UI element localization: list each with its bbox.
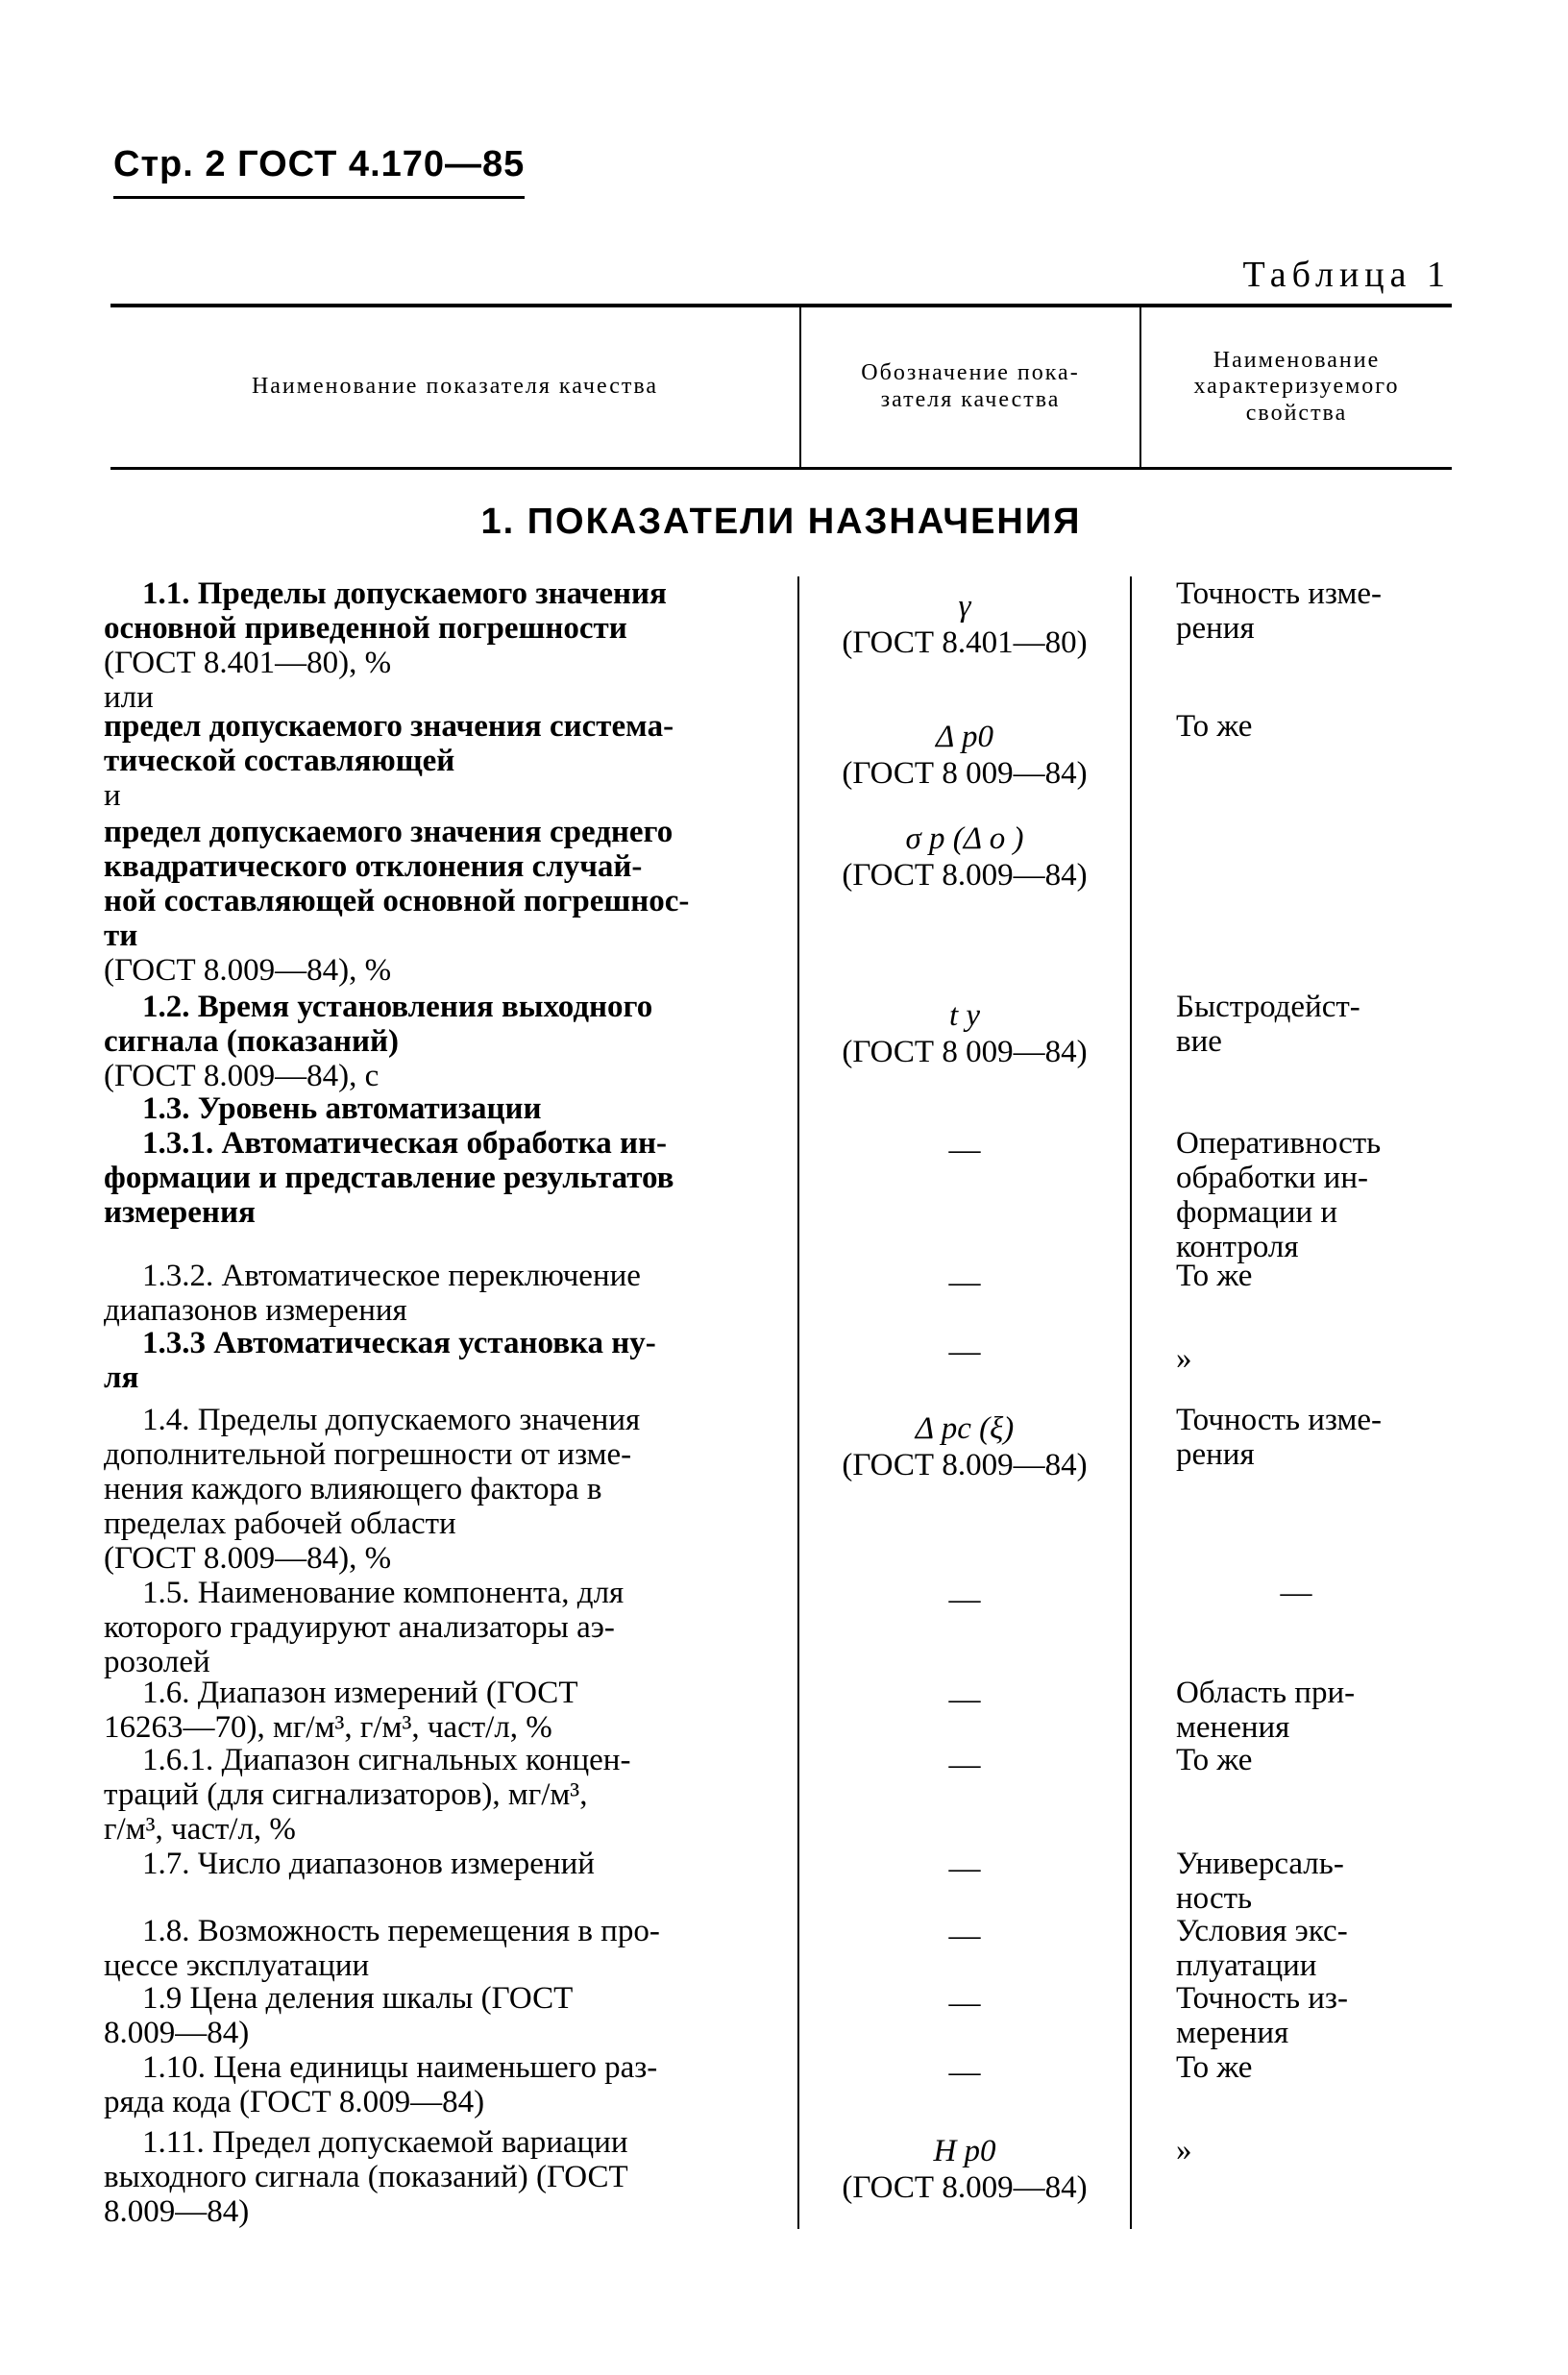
name-line: цессе эксплуатации xyxy=(104,1948,370,1983)
symbol-line: — xyxy=(948,1682,981,1717)
table-row-property xyxy=(1138,1126,1455,1264)
symbol-line: Δ рс (ξ) xyxy=(915,1411,1015,1446)
symbol-line: H р0 xyxy=(933,2134,996,2168)
name-line: выходного сигнала (показаний) (ГОСТ xyxy=(104,2160,628,2194)
table-row-name xyxy=(104,709,776,813)
name-line: основной приведенной погрешности xyxy=(104,611,627,646)
page-header: Стр. 2 ГОСТ 4.170—85 xyxy=(113,144,526,184)
table-row-name xyxy=(104,1126,776,1230)
property-line: контроля xyxy=(1176,1230,1299,1264)
table-row-symbol xyxy=(799,1334,1130,1370)
table-row-property xyxy=(1138,1676,1455,1745)
name-line: нения каждого влияющего фактора в xyxy=(104,1472,602,1506)
name-line: 1.5. Наименование компонента, для xyxy=(142,1576,625,1610)
table-row-property xyxy=(1138,709,1455,744)
table-row-symbol xyxy=(799,820,1130,894)
column-header-property-line: характеризуемого xyxy=(1193,374,1400,400)
symbol-line: — xyxy=(948,1265,981,1300)
symbol-line: (ГОСТ 8 009—84) xyxy=(842,1035,1088,1069)
symbol-line: γ xyxy=(958,589,971,624)
property-line: » xyxy=(1176,2133,1192,2167)
table-row-property xyxy=(1138,1914,1455,1983)
name-line: 16263—70), мг/м³, г/м³, част/л, % xyxy=(104,1710,552,1745)
property-line: То же xyxy=(1176,709,1253,744)
table-row-property xyxy=(1138,1743,1455,1777)
symbol-line: — xyxy=(948,1334,981,1369)
table-row-property xyxy=(1138,1981,1455,2050)
table-row-symbol xyxy=(799,1850,1130,1887)
symbol-line: — xyxy=(948,1919,981,1953)
property-line: обработки ин- xyxy=(1176,1161,1368,1195)
table-row-symbol xyxy=(799,1918,1130,1954)
name-line: ной составляющей основной погрешнос- xyxy=(104,884,690,918)
property-line: Область при- xyxy=(1176,1676,1356,1710)
name-line: (ГОСТ 8.009—84), % xyxy=(104,1541,392,1576)
table-row-property xyxy=(1138,576,1455,646)
name-line: 1.3.3 Автоматическая установка ну- xyxy=(142,1326,656,1360)
property-line: мерения xyxy=(1176,2016,1289,2050)
property-line: Условия экс- xyxy=(1176,1914,1348,1948)
name-line: траций (для сигнализаторов), мг/м³, xyxy=(104,1777,588,1812)
symbol-line: (ГОСТ 8.401—80) xyxy=(842,625,1088,660)
table-row-name xyxy=(104,576,776,715)
name-line: 1.1. Пределы допускаемого значения xyxy=(142,576,667,611)
property-line: То же xyxy=(1176,2050,1253,2085)
table-row-name xyxy=(104,1847,776,1881)
column-header-symbol-line: Обозначение пока- xyxy=(861,360,1080,386)
name-line: 1.7. Число диапазонов измерений xyxy=(142,1847,595,1881)
symbol-line: — xyxy=(948,1851,981,1886)
table-row-name xyxy=(104,1259,776,1328)
name-line: предел допускаемого значения среднего xyxy=(104,815,674,849)
name-line: 1.6. Диапазон измерений (ГОСТ xyxy=(142,1676,578,1710)
name-line: которого градуируют анализаторы аэ- xyxy=(104,1610,615,1645)
symbol-line: — xyxy=(948,1133,981,1167)
property-line: То же xyxy=(1176,1743,1253,1777)
property-line: Универсаль- xyxy=(1176,1847,1344,1881)
name-line: 1.3. Уровень автоматизации xyxy=(142,1091,542,1126)
table-row-property xyxy=(1138,2133,1455,2167)
name-line: ля xyxy=(104,1360,139,1395)
name-line: (ГОСТ 8.009—84), % xyxy=(104,953,392,988)
name-line: 1.11. Предел допускаемой вариации xyxy=(142,2125,628,2160)
name-line: тической составляющей xyxy=(104,744,455,778)
symbol-line: — xyxy=(948,1748,981,1782)
name-line: розолей xyxy=(104,1645,210,1679)
name-line: ряда кода (ГОСТ 8.009—84) xyxy=(104,2085,485,2119)
symbol-line: (ГОСТ 8.009—84) xyxy=(842,858,1088,893)
table-row-name xyxy=(104,1091,776,1126)
table-row-name xyxy=(104,1743,776,1847)
name-line: ти xyxy=(104,918,138,953)
table-row-symbol xyxy=(799,1132,1130,1168)
table-row-property xyxy=(1138,1576,1455,1610)
table-row-name xyxy=(104,2050,776,2119)
column-header-property-line: свойства xyxy=(1245,400,1348,426)
name-line: 1.3.1. Автоматическая обработка ин- xyxy=(142,1126,667,1161)
name-line: 1.10. Цена единицы наименьшего раз- xyxy=(142,2050,658,2085)
name-line: сигнала (показаний) xyxy=(104,1024,400,1059)
name-line: 8.009—84) xyxy=(104,2016,250,2050)
section-title: 1. ПОКАЗАТЕЛИ НАЗНАЧЕНИЯ xyxy=(480,502,1082,542)
symbol-line: — xyxy=(948,1986,981,2020)
table-row-property xyxy=(1138,1259,1455,1293)
name-line: измерения xyxy=(104,1195,256,1230)
property-line: менения xyxy=(1176,1710,1290,1745)
property-line: Точность изме- xyxy=(1176,1403,1383,1437)
name-line: пределах рабочей области xyxy=(104,1506,456,1541)
table-row-symbol xyxy=(799,1410,1130,1483)
column-header-name-text: Наименование показателя качества xyxy=(251,374,659,400)
column-header-property-line: Наименование xyxy=(1213,347,1381,373)
property-line: ность xyxy=(1176,1881,1253,1916)
name-line: и xyxy=(104,778,121,813)
table-row-property xyxy=(1138,1341,1455,1376)
symbol-line: (ГОСТ 8.009—84) xyxy=(842,2170,1088,2205)
table-row-property xyxy=(1138,990,1455,1059)
property-line: » xyxy=(1176,1341,1192,1376)
table-row-name xyxy=(104,1914,776,1983)
name-line: г/м³, част/л, % xyxy=(104,1812,296,1847)
table-row-symbol xyxy=(799,1985,1130,2021)
table-row-symbol xyxy=(799,2054,1130,2091)
symbol-line: σ р (Δ о ) xyxy=(905,821,1024,856)
table-row-symbol xyxy=(799,2133,1130,2206)
symbol-line: (ГОСТ 8 009—84) xyxy=(842,756,1088,791)
table-row-name xyxy=(104,1326,776,1395)
name-line: (ГОСТ 8.401—80), % xyxy=(104,646,392,680)
table-row-name xyxy=(104,1676,776,1745)
table-row-symbol xyxy=(799,1747,1130,1783)
name-line: предел допускаемого значения системa- xyxy=(104,709,674,744)
table-row-symbol xyxy=(799,1681,1130,1718)
name-line: или xyxy=(104,680,154,715)
symbol-line: — xyxy=(948,1582,981,1617)
name-line: 1.8. Возможность перемещения в про- xyxy=(142,1914,660,1948)
name-line: 8.009—84) xyxy=(104,2194,250,2229)
name-line: 1.9 Цена деления шкалы (ГОСТ xyxy=(142,1981,574,2016)
property-line: плуатации xyxy=(1176,1948,1317,1983)
table-row-symbol xyxy=(799,1581,1130,1618)
property-line: формации и xyxy=(1176,1195,1338,1230)
property-line: вие xyxy=(1176,1024,1222,1059)
table-row-symbol xyxy=(799,719,1130,792)
table-caption: Таблица 1 xyxy=(1242,255,1451,295)
property-line: Оперативность xyxy=(1176,1126,1382,1161)
name-line: (ГОСТ 8.009—84), с xyxy=(104,1059,380,1093)
name-line: квадратического отклонения случай- xyxy=(104,849,643,884)
table-row-symbol xyxy=(799,1264,1130,1301)
table-row-property xyxy=(1138,1403,1455,1472)
name-line: 1.2. Время установления выходного xyxy=(142,990,653,1024)
table-row-name xyxy=(104,1403,776,1576)
symbol-line: — xyxy=(948,2055,981,2090)
table-row-name xyxy=(104,990,776,1093)
table-row-name xyxy=(104,815,776,988)
table-row-name xyxy=(104,1576,776,1679)
property-line: Быстродейст- xyxy=(1176,990,1360,1024)
table-row-property xyxy=(1138,1847,1455,1916)
name-line: 1.6.1. Диапазон сигнальных концен- xyxy=(142,1743,631,1777)
name-line: 1.3.2. Автоматическое переключение xyxy=(142,1259,641,1293)
table-row-name xyxy=(104,1981,776,2050)
symbol-line: (ГОСТ 8.009—84) xyxy=(842,1448,1088,1482)
symbol-line: Δ р0 xyxy=(935,720,994,754)
table-row-symbol xyxy=(799,997,1130,1070)
property-line: — xyxy=(1280,1576,1312,1610)
property-line: Точность изме- xyxy=(1176,576,1383,611)
table-row-name xyxy=(104,2125,776,2229)
name-line: диапазонов измерения xyxy=(104,1293,407,1328)
table-row-symbol xyxy=(799,588,1130,661)
column-header-symbol-line: зателя качества xyxy=(880,387,1061,412)
name-line: 1.4. Пределы допускаемого значения xyxy=(142,1403,641,1437)
table-row-property xyxy=(1138,2050,1455,2085)
name-line: формации и представление результатов xyxy=(104,1161,674,1195)
symbol-line: t у xyxy=(948,998,981,1033)
property-line: То же xyxy=(1176,1259,1253,1293)
property-line: рения xyxy=(1176,611,1255,646)
property-line: рения xyxy=(1176,1437,1255,1472)
name-line: дополнительной погрешности от изме- xyxy=(104,1437,632,1472)
property-line: Точность из- xyxy=(1176,1981,1348,2016)
